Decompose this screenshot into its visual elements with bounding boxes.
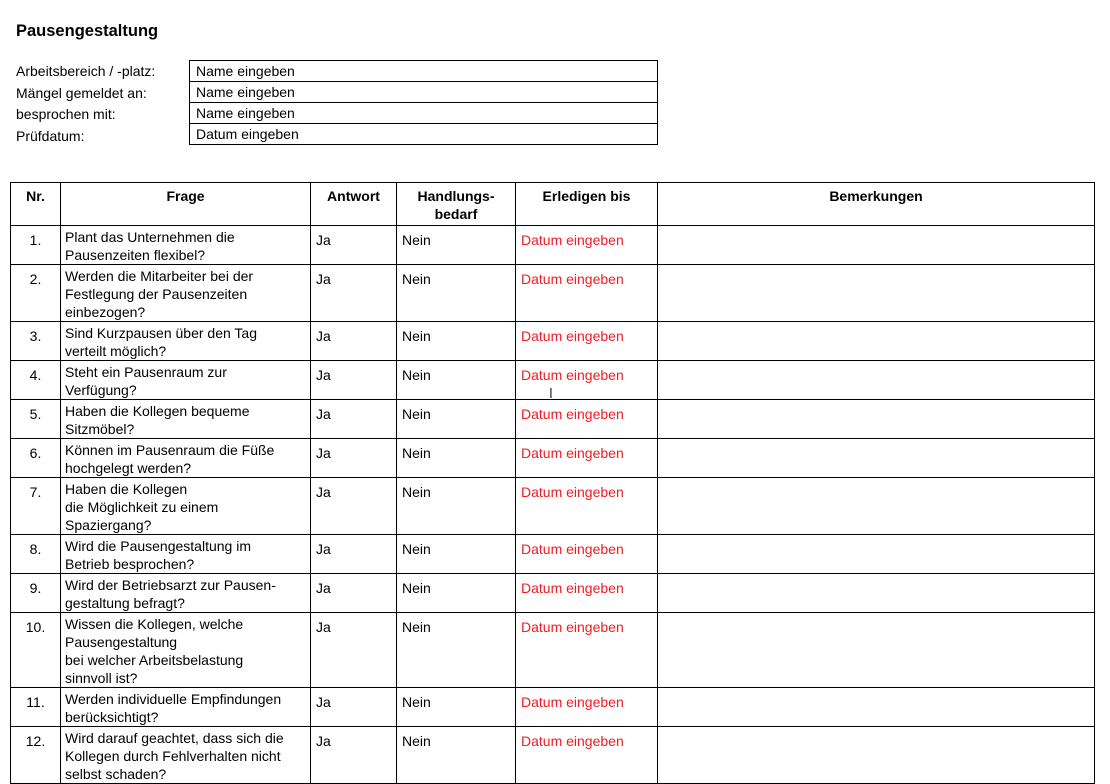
question-line: Spaziergang? — [65, 517, 152, 533]
answer-dropdown[interactable]: Ja — [311, 535, 397, 574]
table-row — [11, 688, 1095, 727]
remarks-field[interactable] — [658, 727, 1095, 784]
besprochen-mit-field[interactable]: Name eingeben — [190, 103, 658, 124]
table-row — [11, 322, 1095, 361]
question-line: Festlegung der Pausenzeiten — [65, 286, 248, 302]
meta-fields — [189, 60, 658, 145]
question-line: Werden individuelle Empfindungen — [65, 691, 282, 707]
question-cell — [61, 322, 311, 361]
meta-label-maengel: Mängel gemeldet an: — [16, 84, 147, 101]
question-line: gestaltung befragt? — [65, 595, 185, 611]
question-line: Pausengestaltung — [65, 634, 178, 650]
question-cell — [61, 535, 311, 574]
remarks-field[interactable] — [658, 400, 1095, 439]
question-line: Werden die Mitarbeiter bei der — [65, 268, 254, 284]
question-line: selbst schaden? — [65, 766, 167, 782]
row-number: 9. — [11, 574, 61, 613]
row-number: 8. — [11, 535, 61, 574]
question-cell — [61, 361, 311, 400]
table-row — [11, 400, 1095, 439]
due-date-field[interactable]: Datum eingeben — [516, 727, 658, 784]
due-date-field[interactable]: Datum eingeben — [516, 265, 658, 322]
answer-dropdown[interactable]: Ja — [311, 400, 397, 439]
action-needed-dropdown[interactable]: Nein — [397, 688, 516, 727]
due-date-field[interactable]: Datum eingeben — [516, 535, 658, 574]
table-row — [11, 226, 1095, 265]
header-frage: Frage — [61, 183, 311, 226]
question-line: Plant das Unternehmen die — [65, 229, 235, 245]
question-cell — [61, 400, 311, 439]
due-date-field[interactable]: Datum eingeben — [516, 688, 658, 727]
row-number: 4. — [11, 361, 61, 400]
question-line: hochgelegt werden? — [65, 460, 192, 476]
row-number: 6. — [11, 439, 61, 478]
action-needed-dropdown[interactable]: Nein — [397, 322, 516, 361]
remarks-field[interactable] — [658, 574, 1095, 613]
due-date-field[interactable]: Datum eingeben — [516, 400, 658, 439]
remarks-field[interactable] — [658, 535, 1095, 574]
due-date-field[interactable]: Datum eingeben — [516, 439, 658, 478]
answer-dropdown[interactable]: Ja — [311, 226, 397, 265]
table-row — [11, 265, 1095, 322]
text-cursor-icon: I — [549, 387, 553, 402]
answer-dropdown[interactable]: Ja — [311, 322, 397, 361]
answer-dropdown[interactable]: Ja — [311, 478, 397, 535]
question-cell — [61, 265, 311, 322]
table-header-row — [11, 183, 1095, 226]
question-line: Verfügung? — [65, 382, 137, 398]
question-line: die Möglichkeit zu einem — [65, 499, 219, 515]
question-line: Können im Pausenraum die Füße — [65, 442, 275, 458]
header-antwort: Antwort — [311, 183, 397, 226]
header-handlungsbedarf — [397, 183, 516, 226]
row-number: 5. — [11, 400, 61, 439]
due-date-field[interactable]: Datum eingeben — [516, 226, 658, 265]
row-number: 11. — [11, 688, 61, 727]
pruefdatum-field[interactable]: Datum eingeben — [190, 124, 658, 145]
action-needed-dropdown[interactable]: Nein — [397, 574, 516, 613]
question-cell — [61, 478, 311, 535]
row-number: 2. — [11, 265, 61, 322]
header-handlungsbedarf-line1: Handlungs- — [417, 188, 495, 204]
action-needed-dropdown[interactable]: Nein — [397, 361, 516, 400]
due-date-field[interactable]: Datum eingeben — [516, 574, 658, 613]
question-line: Sitzmöbel? — [65, 421, 135, 437]
remarks-field[interactable] — [658, 478, 1095, 535]
header-nr: Nr. — [11, 183, 61, 226]
question-line: Haben die Kollegen bequeme — [65, 403, 250, 419]
question-line: Wird die Pausengestaltung im — [65, 538, 251, 554]
table-row — [11, 613, 1095, 688]
question-line: verteilt möglich? — [65, 343, 167, 359]
question-cell — [61, 727, 311, 784]
meta-label-arbeitsbereich: Arbeitsbereich / -platz: — [16, 63, 156, 79]
question-cell — [61, 439, 311, 478]
meta-labels — [16, 61, 155, 147]
question-line: Sind Kurzpausen über den Tag — [65, 325, 257, 341]
row-number: 3. — [11, 322, 61, 361]
action-needed-dropdown[interactable]: Nein — [397, 265, 516, 322]
remarks-field[interactable] — [658, 613, 1095, 688]
answer-dropdown[interactable]: Ja — [311, 688, 397, 727]
row-number: 10. — [11, 613, 61, 688]
due-date-field[interactable]: Datum eingeben — [516, 613, 658, 688]
remarks-field[interactable] — [658, 226, 1095, 265]
remarks-field[interactable] — [658, 265, 1095, 322]
question-line: Pausenzeiten flexibel? — [65, 247, 206, 263]
table-row — [11, 478, 1095, 535]
answer-dropdown[interactable]: Ja — [311, 361, 397, 400]
action-needed-dropdown[interactable]: Nein — [397, 613, 516, 688]
question-line: Steht ein Pausenraum zur — [65, 364, 227, 380]
row-number: 7. — [11, 478, 61, 535]
answer-dropdown[interactable]: Ja — [311, 439, 397, 478]
question-line: Wird darauf geachtet, dass sich die — [65, 730, 284, 746]
answer-dropdown[interactable]: Ja — [311, 613, 397, 688]
action-needed-dropdown[interactable]: Nein — [397, 226, 516, 265]
table-row — [11, 574, 1095, 613]
question-line: Wird der Betriebsarzt zur Pausen- — [65, 577, 276, 593]
remarks-field[interactable] — [658, 439, 1095, 478]
row-number: 12. — [11, 727, 61, 784]
remarks-field[interactable] — [658, 688, 1095, 727]
question-line: Betrieb besprochen? — [65, 556, 195, 572]
maengel-gemeldet-field[interactable]: Name eingeben — [190, 82, 658, 103]
checklist-table — [10, 182, 1095, 784]
action-needed-dropdown[interactable]: Nein — [397, 478, 516, 535]
question-cell — [61, 574, 311, 613]
meta-label-pruefdatum: Prüfdatum: — [16, 127, 85, 144]
action-needed-dropdown[interactable]: Nein — [397, 727, 516, 784]
action-needed-dropdown[interactable]: Nein — [397, 535, 516, 574]
question-line: sinnvoll ist? — [65, 670, 138, 686]
due-date-field[interactable]: Datum eingeben — [516, 361, 658, 400]
question-cell — [61, 226, 311, 265]
due-date-field[interactable]: Datum eingeben — [516, 478, 658, 535]
page-title: Pausengestaltung — [16, 22, 159, 40]
action-needed-dropdown[interactable]: Nein — [397, 400, 516, 439]
table-row — [11, 727, 1095, 784]
header-erledigen-bis: Erledigen bis — [516, 183, 658, 226]
row-number: 1. — [11, 226, 61, 265]
remarks-field[interactable] — [658, 322, 1095, 361]
arbeitsbereich-field[interactable]: Name eingeben — [190, 61, 658, 82]
answer-dropdown[interactable]: Ja — [311, 265, 397, 322]
header-bemerkungen: Bemerkungen — [658, 183, 1095, 226]
question-cell — [61, 688, 311, 727]
question-line: bei welcher Arbeitsbelastung — [65, 652, 244, 668]
question-cell — [61, 613, 311, 688]
due-date-field[interactable]: Datum eingeben — [516, 322, 658, 361]
question-line: berücksichtigt? — [65, 709, 159, 725]
table-row — [11, 439, 1095, 478]
question-line: einbezogen? — [65, 304, 146, 320]
question-line: Wissen die Kollegen, welche — [65, 616, 244, 632]
question-line: Haben die Kollegen — [65, 481, 188, 497]
header-handlungsbedarf-line2: bedarf — [434, 206, 478, 222]
answer-dropdown[interactable]: Ja — [311, 727, 397, 784]
remarks-field[interactable] — [658, 361, 1095, 400]
answer-dropdown[interactable]: Ja — [311, 574, 397, 613]
action-needed-dropdown[interactable]: Nein — [397, 439, 516, 478]
meta-label-besprochen: besprochen mit: — [16, 106, 116, 122]
table-row — [11, 535, 1095, 574]
question-line: Kollegen durch Fehlverhalten nicht — [65, 748, 281, 764]
